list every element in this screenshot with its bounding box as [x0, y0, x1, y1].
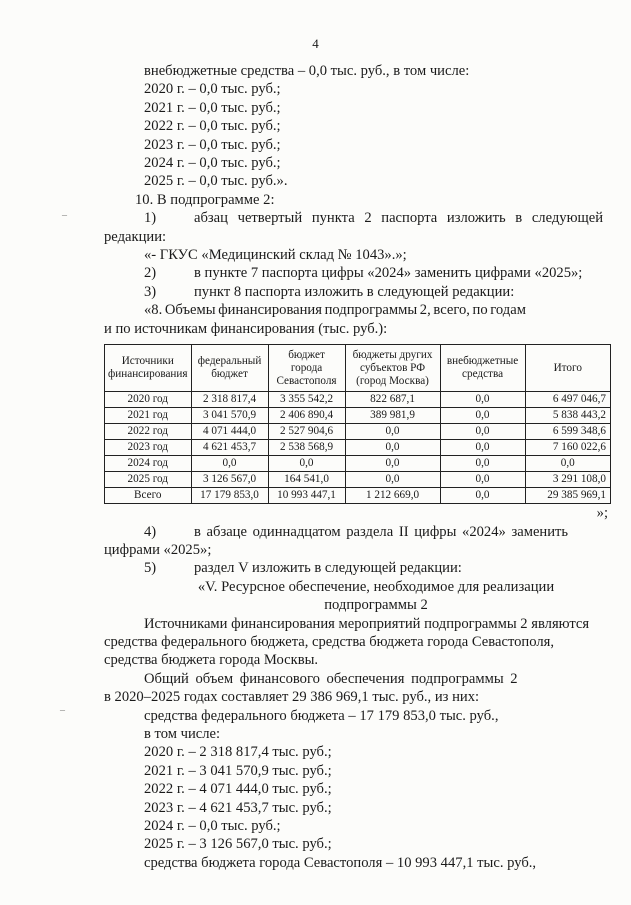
column-header: федеральный бюджет: [191, 345, 268, 392]
table-cell: 3 291 108,0: [525, 472, 610, 488]
table-cell: 0,0: [268, 456, 345, 472]
column-header: бюджет города Севастополя: [268, 345, 345, 392]
text-line: и по источникам финансирования (тыс. руб.):: [104, 320, 388, 337]
text-line: 2022 г. – 0,0 тыс. руб.;: [144, 118, 281, 135]
table-cell: 0,0: [345, 472, 440, 488]
paragraph-line: средства бюджета города Москвы.: [104, 652, 319, 669]
sevastopol-budget-line: средства бюджета города Севастополя – 10 993 447,1 тыс. руб.,: [144, 854, 537, 871]
subitem-3: [104, 283, 608, 301]
table-cell: 0,0: [440, 408, 525, 424]
table-cell: 0,0: [440, 440, 525, 456]
federal-budget-line: средства федерального бюджета – 17 179 853,0 тыс. руб.,: [144, 707, 499, 724]
subitem-text: абзац четвертый пункта 2 паспорта изложить в следующей: [194, 210, 604, 227]
quote-line: «- ГКУС «Медицинский склад № 1043».»;: [144, 247, 407, 264]
table-row: [105, 392, 611, 408]
subitem-number: 5): [144, 560, 157, 577]
section-title: «V. Ресурсное обеспечение, необходимое для реализации: [197, 578, 555, 595]
table-cell: 29 385 969,1: [525, 488, 610, 504]
subitem-number: 2): [144, 265, 157, 282]
subitem-text: в абзаце одиннадцатом раздела II цифры «2024» заменить: [194, 523, 569, 540]
table-cell: 2025 год: [105, 472, 192, 488]
table-cell: 3 126 567,0: [191, 472, 268, 488]
table-cell: 0,0: [440, 392, 525, 408]
table-cell: Всего: [105, 488, 192, 504]
page-number: 4: [312, 36, 319, 51]
text-line: редакции:: [104, 228, 167, 245]
table-cell: 0,0: [440, 488, 525, 504]
table-cell: 2022 год: [105, 424, 192, 440]
table-cell: 0,0: [440, 456, 525, 472]
table-cell: 10 993 447,1: [268, 488, 345, 504]
subitem-5: [104, 559, 608, 577]
closing-quote: »;: [596, 505, 608, 522]
table-cell: 1 212 669,0: [345, 488, 440, 504]
table-cell: 4 621 453,7: [191, 440, 268, 456]
paragraph-line: Источниками финансирования мероприятий подпрограммы 2 являются: [144, 615, 590, 632]
table-cell: 7 160 022,6: [525, 440, 610, 456]
table-cell: 164 541,0: [268, 472, 345, 488]
paragraph-line: Общий объем финансового обеспечения подпрограммы 2: [144, 670, 518, 687]
section-title: подпрограммы 2: [324, 597, 428, 614]
subitem-text: пункт 8 паспорта изложить в следующей редакции:: [194, 283, 515, 300]
quote-line: «8. Объемы финансирования подпрограммы 2, всего, по годам: [144, 302, 526, 319]
table-cell: 0,0: [191, 456, 268, 472]
table-cell: 2021 год: [105, 408, 192, 424]
table-cell: 389 981,9: [345, 408, 440, 424]
table-cell: 2024 год: [105, 456, 192, 472]
subitem-number: 3): [144, 283, 157, 300]
item-10: 10. В подпрограмме 2:: [135, 191, 275, 208]
table-row: [105, 456, 611, 472]
table-cell: 2 318 817,4: [191, 392, 268, 408]
year-line: 2024 г. – 0,0 тыс. руб.;: [144, 818, 281, 834]
column-header: Источники финансирования: [105, 345, 192, 392]
table-cell: 2020 год: [105, 392, 192, 408]
table-cell: 4 071 444,0: [191, 424, 268, 440]
text-line: 2020 г. – 0,0 тыс. руб.;: [144, 81, 281, 98]
table-cell: 3 041 570,9: [191, 408, 268, 424]
table-cell: 0,0: [345, 440, 440, 456]
table-cell: 2 406 890,4: [268, 408, 345, 424]
paragraph-line: в 2020–2025 годах составляет 29 386 969,1 тыс. руб., из них:: [104, 689, 480, 706]
table-row: [105, 424, 611, 440]
text-line: цифрами «2025»;: [104, 541, 212, 558]
text-line: внебюджетные средства – 0,0 тыс. руб., в том числе:: [144, 63, 470, 79]
table-cell: 6 599 348,6: [525, 424, 610, 440]
table-cell: 0,0: [345, 456, 440, 472]
year-line: 2020 г. – 2 318 817,4 тыс. руб.;: [144, 744, 332, 761]
subitem-text: в пункте 7 паспорта цифры «2024» заменить цифрами «2025»;: [194, 265, 583, 282]
text-line: в том числе:: [144, 725, 221, 742]
text-line: 2024 г. – 0,0 тыс. руб.;: [144, 155, 281, 172]
table-cell: 3 355 542,2: [268, 392, 345, 408]
financing-table: [104, 344, 611, 504]
document-body: [104, 62, 608, 872]
table-cell: 2 527 904,6: [268, 424, 345, 440]
subitem-1: [104, 209, 608, 227]
table-cell: 17 179 853,0: [191, 488, 268, 504]
column-header: бюджеты других субъектов РФ (город Москва): [345, 345, 440, 392]
table-header-row: [105, 345, 611, 392]
table-cell: 5 838 443,2: [525, 408, 610, 424]
table-cell: 6 497 046,7: [525, 392, 610, 408]
column-header: Итого: [525, 345, 610, 392]
paragraph-line: средства федерального бюджета, средства бюджета города Севастополя,: [104, 633, 554, 650]
table-cell: 0,0: [345, 424, 440, 440]
table-row: [105, 440, 611, 456]
subitem-number: 1): [144, 210, 157, 227]
table-row: [105, 472, 611, 488]
table-total-row: [105, 488, 611, 504]
table-cell: 822 687,1: [345, 392, 440, 408]
year-line: 2025 г. – 3 126 567,0 тыс. руб.;: [144, 836, 332, 853]
text-line: 2021 г. – 0,0 тыс. руб.;: [144, 99, 281, 116]
margin-dash: –: [62, 210, 67, 221]
year-line: 2022 г. – 4 071 444,0 тыс. руб.;: [144, 781, 332, 798]
margin-dash: –: [60, 705, 65, 716]
table-cell: 0,0: [525, 456, 610, 472]
table-cell: 0,0: [440, 472, 525, 488]
subitem-text: раздел V изложить в следующей редакции:: [194, 560, 462, 577]
subitem-2: [104, 264, 608, 282]
subitem-number: 4): [144, 523, 157, 540]
table-row: [105, 408, 611, 424]
year-line: 2021 г. – 3 041 570,9 тыс. руб.;: [144, 762, 332, 779]
subitem-4: [104, 523, 608, 541]
column-header: внебюджетные средства: [440, 345, 525, 392]
text-line: 2023 г. – 0,0 тыс. руб.;: [144, 136, 281, 153]
table-cell: 0,0: [440, 424, 525, 440]
text-line: 2025 г. – 0,0 тыс. руб.».: [144, 173, 288, 190]
year-line: 2023 г. – 4 621 453,7 тыс. руб.;: [144, 799, 332, 816]
table-cell: 2 538 568,9: [268, 440, 345, 456]
table-cell: 2023 год: [105, 440, 192, 456]
